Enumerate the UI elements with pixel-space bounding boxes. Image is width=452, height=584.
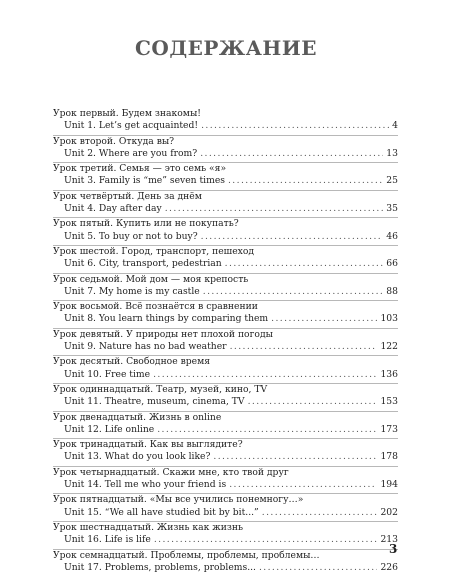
toc-lesson-title-ru: Урок первый. Будем знакомы! — [53, 108, 201, 119]
dot-leader — [259, 562, 378, 574]
toc-lesson-title-ru: Урок пятнадцатый. «Мы все учились понемногу…» — [53, 494, 304, 506]
dot-leader — [203, 286, 384, 298]
toc-entry — [53, 412, 398, 439]
dot-leader — [213, 451, 377, 463]
toc-page-number: 88 — [386, 285, 398, 297]
toc-entry — [53, 329, 398, 356]
dot-leader — [200, 148, 383, 160]
toc-page-number: 202 — [380, 506, 398, 518]
toc-unit-line — [53, 313, 398, 325]
toc-unit-title-en: Unit 3. Family is “me” seven times — [64, 175, 225, 187]
table-of-contents — [0, 108, 452, 576]
toc-page-number: 226 — [380, 561, 398, 573]
toc-entry — [53, 439, 398, 466]
toc-lesson-title-ru: Урок шестнадцатый. Жизнь как жизнь — [53, 521, 244, 533]
toc-unit-line — [53, 507, 398, 519]
toc-page-number: 213 — [380, 534, 398, 546]
toc-unit-title-en: Unit 14. Tell me who your friend is — [64, 478, 227, 490]
toc-lesson-title-ru: Урок пятый. Купить или не покупать? — [53, 218, 239, 230]
toc-page-number: 4 — [392, 120, 398, 132]
toc-unit-line — [53, 451, 398, 463]
toc-unit-title-en: Unit 5. To buy or not to buy? — [64, 230, 198, 242]
toc-unit-title-en: Unit 13. What do you look like? — [64, 451, 211, 463]
page-number: 3 — [389, 542, 398, 556]
toc-entry — [53, 494, 398, 521]
toc-unit-line — [53, 341, 398, 353]
toc-entry — [53, 108, 398, 135]
toc-page-number: 13 — [386, 147, 398, 159]
page-title: СОДЕРЖАНИЕ — [135, 36, 317, 60]
toc-unit-line — [53, 120, 398, 132]
dot-leader — [201, 231, 384, 243]
toc-page-number: 153 — [380, 396, 398, 408]
toc-entry — [53, 522, 398, 549]
toc-lesson-title-ru: Урок десятый. Свободное время — [53, 356, 211, 368]
toc-unit-title-en: Unit 1. Let’s get acquainted! — [64, 120, 199, 132]
toc-entry — [53, 274, 398, 301]
toc-unit-line — [53, 479, 398, 491]
toc-unit-title-en: Unit 16. Life is life — [64, 534, 151, 546]
dot-leader — [154, 534, 378, 546]
toc-entry — [53, 301, 398, 328]
toc-unit-line — [53, 424, 398, 436]
toc-lesson-title-ru: Урок семнадцатый. Проблемы, проблемы, проблемы… — [53, 549, 320, 561]
toc-unit-line — [53, 231, 398, 243]
toc-unit-title-en: Unit 7. My home is my castle — [64, 285, 200, 297]
dot-leader — [225, 258, 384, 270]
toc-page-number: 178 — [380, 451, 398, 463]
toc-lesson-title-ru: Урок девятый. У природы нет плохой погоды — [53, 328, 273, 340]
toc-unit-title-en: Unit 2. Where are you from? — [64, 147, 198, 159]
toc-unit-title-en: Unit 8. You learn things by comparing them — [64, 313, 269, 325]
toc-entry — [53, 218, 398, 245]
toc-unit-title-en: Unit 12. Life online — [64, 423, 155, 435]
toc-unit-line — [53, 534, 398, 546]
dot-leader — [271, 313, 377, 325]
toc-entry — [53, 191, 398, 218]
toc-unit-line — [53, 258, 398, 270]
toc-unit-line — [53, 369, 398, 381]
toc-page-number: 136 — [380, 368, 398, 380]
dot-leader — [228, 175, 383, 187]
dot-leader — [248, 396, 378, 408]
toc-lesson-title-ru: Урок двенадцатый. Жизнь в online — [53, 411, 222, 423]
dot-leader — [201, 120, 389, 132]
toc-unit-title-en: Unit 17. Problems, problems, problems... — [64, 561, 256, 573]
toc-unit-title-en: Unit 15. “We all have studied bit by bit...” — [64, 506, 259, 518]
toc-lesson-title-ru: Урок одиннадцатый. Театр, музей, кино, TV — [53, 383, 268, 395]
toc-entry — [53, 246, 398, 273]
toc-lesson-title-ru: Урок седьмой. Мой дом — моя крепость — [53, 273, 249, 285]
toc-page-number: 194 — [380, 478, 398, 490]
toc-entry — [53, 467, 398, 494]
dot-leader — [157, 424, 377, 436]
dot-leader — [229, 479, 377, 491]
toc-unit-line — [53, 286, 398, 298]
toc-entry — [53, 356, 398, 383]
toc-unit-title-en: Unit 9. Nature has no bad weather — [64, 340, 227, 352]
toc-lesson-title-ru: Урок тринадцатый. Как вы выглядите? — [53, 439, 243, 451]
toc-lesson-title-ru: Урок четырнадцатый. Скажи мне, кто твой друг — [53, 466, 289, 478]
toc-lesson-title-ru: Урок четвёртый. День за днём — [53, 190, 202, 202]
toc-unit-line — [53, 148, 398, 160]
toc-page-number: 173 — [380, 423, 398, 435]
toc-entry — [53, 163, 398, 190]
dot-leader — [165, 203, 384, 215]
dot-leader — [262, 507, 378, 519]
toc-page-number: 66 — [386, 258, 398, 270]
toc-lesson-title-ru: Урок третий. Семья — это семь «я» — [53, 163, 227, 175]
toc-page-number: 46 — [386, 230, 398, 242]
toc-entry — [53, 550, 398, 577]
toc-unit-title-en: Unit 6. City, transport, pedestrian — [64, 258, 222, 270]
toc-entry — [53, 384, 398, 411]
toc-page-number: 103 — [380, 313, 398, 325]
toc-page-number: 35 — [386, 202, 398, 214]
dot-leader — [153, 369, 377, 381]
toc-lesson-title-ru: Урок восьмой. Всё познаётся в сравнении — [53, 301, 258, 313]
toc-lesson-title-ru: Урок шестой. Город, транспорт, пешеход — [53, 245, 255, 257]
toc-page-number: 25 — [386, 175, 398, 187]
dot-leader — [230, 341, 378, 353]
toc-unit-title-en: Unit 10. Free time — [64, 368, 151, 380]
toc-entry — [53, 136, 398, 163]
toc-unit-line — [53, 396, 398, 408]
toc-unit-title-en: Unit 11. Theatre, museum, cinema, TV — [64, 396, 245, 408]
toc-unit-line — [53, 203, 398, 215]
toc-page-number: 122 — [380, 340, 398, 352]
toc-lesson-title-ru: Урок второй. Откуда вы? — [53, 135, 175, 147]
toc-unit-line — [53, 175, 398, 187]
toc-unit-line — [53, 562, 398, 574]
toc-unit-title-en: Unit 4. Day after day — [64, 202, 162, 214]
